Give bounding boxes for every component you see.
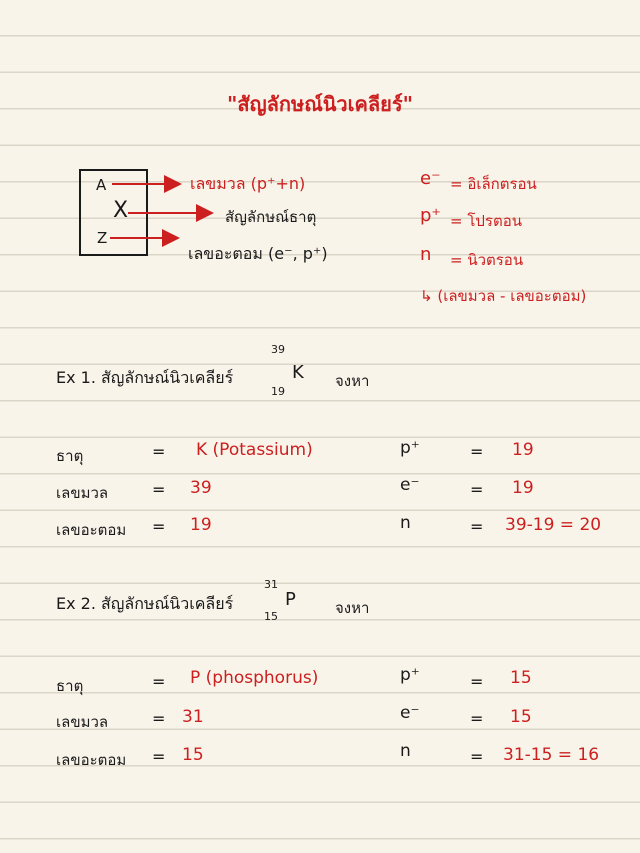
legend-proton-symbol: p⁺	[420, 205, 441, 226]
ex1-row-mass-name: เลขมวล	[56, 484, 109, 502]
ex1-row-neutron-value: 39-19 = 20	[505, 515, 602, 535]
ex2-row-proton-eq: =	[470, 672, 484, 691]
ex2-row-electron-value: 15	[510, 707, 532, 727]
legend-neutron-symbol: n	[420, 244, 432, 265]
ex1-row-atomic-value: 19	[190, 515, 212, 535]
ex1-row-mass-eq: =	[152, 480, 166, 499]
ex1-row-electron-eq: =	[470, 480, 484, 499]
ex1-mass-number: 39	[271, 343, 285, 356]
ex2-row-mass-name: เลขมวล	[56, 713, 109, 731]
ex1-row-proton-symbol: p⁺	[400, 438, 420, 458]
legend-electron-symbol: e⁻	[420, 168, 441, 189]
ex1-label: Ex 1. สัญลักษณ์นิวเคลียร์	[56, 368, 234, 387]
element-symbol-label: สัญลักษณ์ธาตุ	[225, 208, 317, 226]
ex1-row-element-value: K (Potassium)	[196, 440, 313, 460]
ex2-row-neutron-eq: =	[470, 747, 484, 766]
legend-electron-text: = อิเล็กตรอน	[450, 175, 537, 193]
ex2-label: Ex 2. สัญลักษณ์นิวเคลียร์	[56, 594, 234, 613]
ex2-row-element-eq: =	[152, 672, 166, 691]
ex1-row-element-name: ธาตุ	[56, 447, 84, 465]
ex2-row-atomic-eq: =	[152, 747, 166, 766]
ex1-row-atomic-eq: =	[152, 517, 166, 536]
ex1-row-element-eq: =	[152, 442, 166, 461]
ex1-row-electron-symbol: e⁻	[400, 475, 420, 495]
atomic-number-label: เลขอะตอม (e⁻, p⁺)	[188, 244, 328, 263]
ex2-row-neutron-symbol: n	[400, 741, 411, 761]
ex1-row-neutron-eq: =	[470, 517, 484, 536]
ex2-find-label: จงหา	[335, 599, 370, 617]
ex2-element-symbol: P	[285, 589, 296, 610]
box-mass-letter: A	[96, 176, 107, 194]
legend-neutron-formula: ↳ (เลขมวล - เลขอะตอม)	[420, 287, 587, 305]
box-element-letter: X	[113, 198, 129, 223]
ex1-row-mass-value: 39	[190, 478, 212, 498]
ex1-row-proton-eq: =	[470, 442, 484, 461]
ex2-atomic-number: 15	[264, 610, 278, 623]
box-atomic-letter: Z	[97, 229, 108, 247]
ex2-row-proton-symbol: p⁺	[400, 665, 420, 685]
ex2-row-element-value: P (phosphorus)	[190, 668, 319, 688]
ex2-row-atomic-name: เลขอะตอม	[56, 751, 127, 769]
ex2-mass-number: 31	[264, 578, 278, 591]
ex2-row-proton-value: 15	[510, 668, 532, 688]
ex2-row-electron-symbol: e⁻	[400, 703, 420, 723]
ex2-row-element-name: ธาตุ	[56, 677, 84, 695]
ex1-row-neutron-symbol: n	[400, 513, 411, 533]
ex2-row-mass-eq: =	[152, 709, 166, 728]
ex2-row-electron-eq: =	[470, 709, 484, 728]
legend-proton-text: = โปรตอน	[450, 212, 522, 230]
ex2-row-mass-value: 31	[182, 707, 204, 727]
ex2-row-neutron-value: 31-15 = 16	[503, 745, 600, 765]
ex2-row-atomic-value: 15	[182, 745, 204, 765]
mass-number-label	[190, 172, 305, 197]
ex1-row-atomic-name: เลขอะตอม	[56, 521, 127, 539]
mass-number-text: เลขมวล (p⁺+n)	[190, 174, 306, 193]
ex1-find-label: จงหา	[335, 372, 370, 390]
ex1-atomic-number: 19	[271, 385, 285, 398]
ex1-row-electron-value: 19	[512, 478, 534, 498]
page-title: "สัญลักษณ์นิวเคลียร์"	[226, 92, 414, 116]
ex1-row-proton-value: 19	[512, 440, 534, 460]
ex1-element-symbol: K	[292, 362, 304, 383]
legend-neutron-text: = นิวตรอน	[450, 251, 524, 269]
